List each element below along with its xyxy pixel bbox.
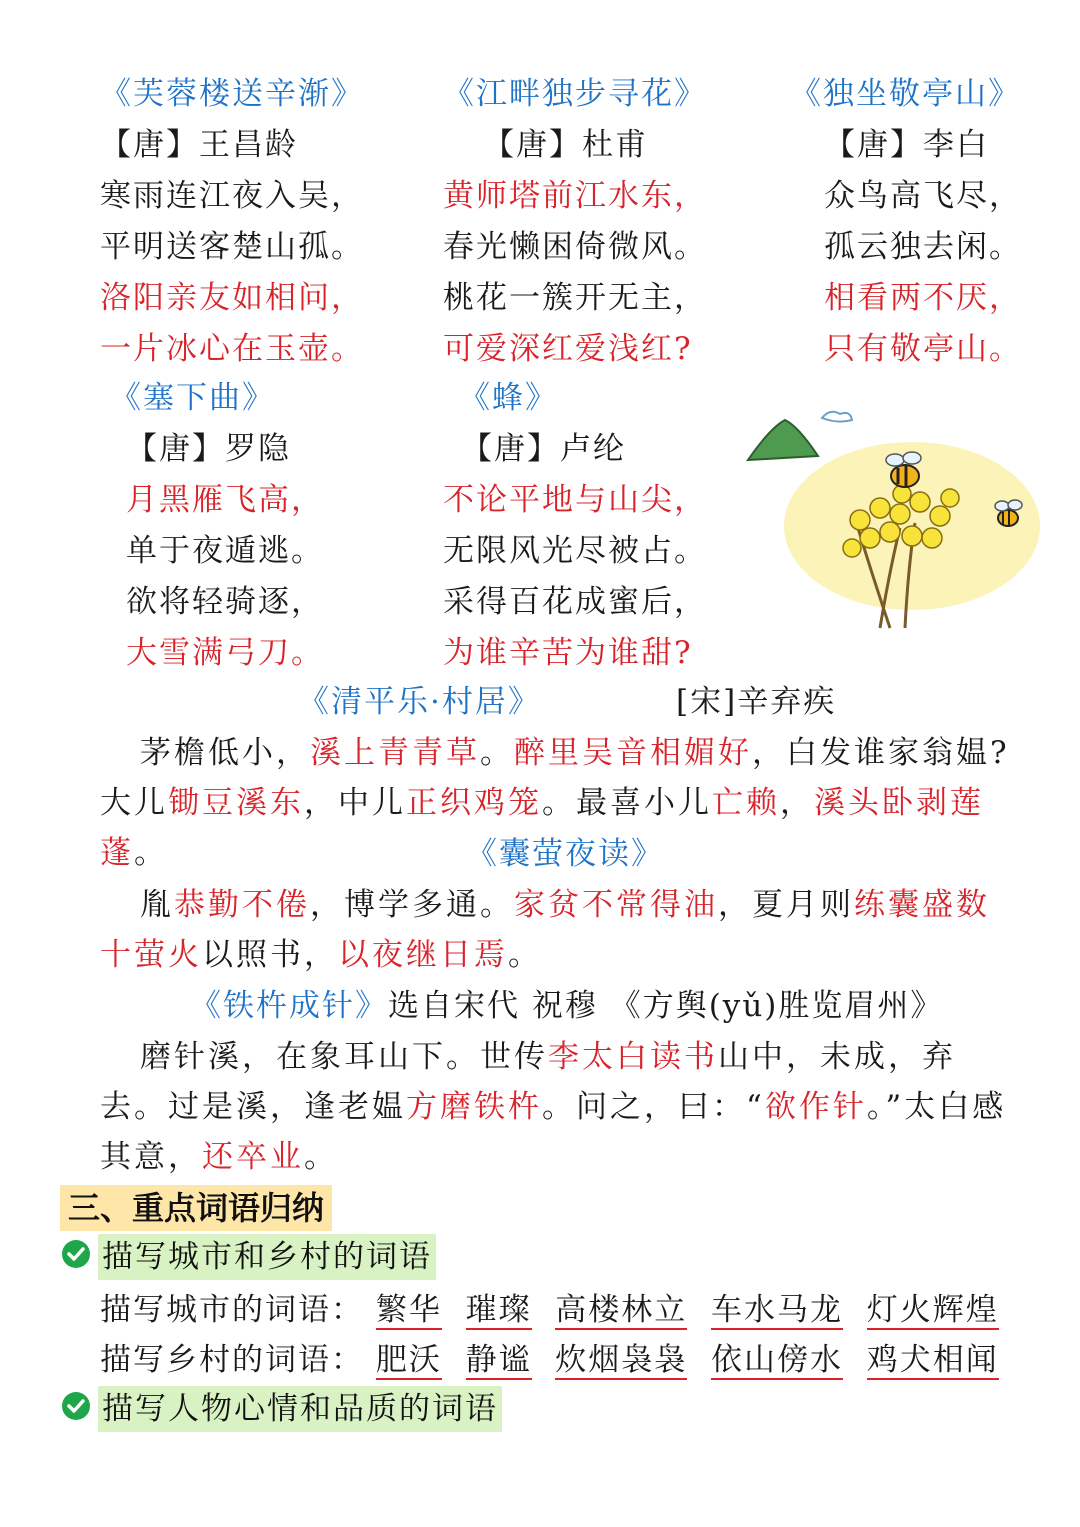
poem-line: 平明送客楚山孤。 xyxy=(100,229,364,265)
body-text: 以照书， xyxy=(202,937,338,973)
highlight-text: 溪头卧剥莲蓬 xyxy=(100,785,984,871)
highlight-text: 溪上青青草 xyxy=(310,735,480,771)
check-circle-icon xyxy=(62,1240,90,1268)
poem-line: 孤云独去闲。 xyxy=(824,229,1022,265)
highlight-text: 以夜继日焉 xyxy=(338,937,508,973)
highlight-text: 还卒业 xyxy=(202,1139,304,1175)
tiechu-header xyxy=(190,986,943,1026)
highlight-text: 家贫不常得油 xyxy=(514,887,718,923)
highlight-text: 方磨铁杵 xyxy=(406,1089,542,1125)
poem-jiangpan xyxy=(443,74,707,380)
poem-feng xyxy=(443,378,707,684)
poem-line: 桃花一簇开无主， xyxy=(443,280,707,316)
highlight-text: 锄豆溪东 xyxy=(168,785,304,821)
city-word: 车水马龙 xyxy=(711,1292,844,1328)
tiechu-title: 《铁杵成针》 xyxy=(190,988,388,1024)
poem-line: 月黑雁飞高， xyxy=(126,482,324,518)
village-word: 鸡犬相闻 xyxy=(866,1342,999,1378)
poem-saixiaqu xyxy=(110,378,324,684)
nangying-title: 《囊萤夜读》 xyxy=(466,836,664,872)
poem-line: 一片冰心在玉壶。 xyxy=(100,331,364,367)
poem-author: 【唐】杜甫 xyxy=(483,127,648,163)
body-text: 。 xyxy=(480,735,514,771)
city-word: 璀璨 xyxy=(465,1292,532,1328)
highlight-text: 恭勤不倦 xyxy=(174,887,310,923)
poem-line: 采得百花成蜜后， xyxy=(443,584,707,620)
poem-author: 【唐】罗隐 xyxy=(126,431,291,467)
city-word: 繁华 xyxy=(375,1292,442,1328)
tiechu-source: 选自宋代 祝穆 《方舆(yǔ)胜览眉州》 xyxy=(388,988,944,1024)
category-city-village: 描写城市和乡村的词语 xyxy=(98,1234,436,1280)
section-heading: 三、重点词语归纳 xyxy=(60,1185,332,1231)
body-text: 。”太白感其意， xyxy=(100,1089,1007,1175)
village-word: 依山傍水 xyxy=(711,1342,844,1378)
body-text: 磨针溪，在象耳山下。世传 xyxy=(140,1039,548,1075)
poem-line: 寒雨连江夜入吴， xyxy=(100,178,364,214)
poem-line: 相看两不厌， xyxy=(824,280,1022,316)
qingpingle-title: 《清平乐·村居》 xyxy=(298,684,541,720)
city-words-row xyxy=(100,1290,999,1330)
poem-line: 可爱深红爱浅红? xyxy=(443,331,693,367)
bee-flower-illustration xyxy=(740,398,1040,633)
poem-duzuo xyxy=(790,74,1022,380)
category-mood-character: 描写人物心情和品质的词语 xyxy=(98,1386,502,1432)
village-words-row xyxy=(100,1340,999,1380)
body-text: 。 xyxy=(304,1139,338,1175)
poem-title: 《芙蓉楼送辛渐》 xyxy=(100,76,364,112)
poem-title: 《塞下曲》 xyxy=(110,380,275,416)
body-text: 山中，未成，弃去。过是溪，逢老媪 xyxy=(100,1039,956,1125)
poem-line: 春光懒困倚微风。 xyxy=(443,229,707,265)
body-text: 胤 xyxy=(140,887,174,923)
highlight-text: 醉里吴音相媚好 xyxy=(514,735,752,771)
poem-line: 不论平地与山尖， xyxy=(443,482,707,518)
village-word: 炊烟袅袅 xyxy=(555,1342,688,1378)
body-text: ，博学多通。 xyxy=(310,887,514,923)
poem-author: 【唐】李白 xyxy=(824,127,989,163)
city-label: 描写城市的词语： xyxy=(100,1292,364,1328)
poem-line: 无限风光尽被占。 xyxy=(443,533,707,569)
nangying-text xyxy=(100,880,1020,980)
poem-furonglou xyxy=(100,74,364,380)
poem-line: 欲将轻骑逐， xyxy=(126,584,324,620)
poem-title: 《江畔独步寻花》 xyxy=(443,76,707,112)
body-text: 茅檐低小， xyxy=(140,735,310,771)
village-word: 肥沃 xyxy=(375,1342,442,1378)
poem-title: 《独坐敬亭山》 xyxy=(790,76,1021,112)
body-text: 。问之，曰：“ xyxy=(542,1089,765,1125)
body-text: 。 xyxy=(134,835,168,871)
highlight-text: 正织鸡笼 xyxy=(406,785,542,821)
village-word: 静谧 xyxy=(465,1342,532,1378)
highlight-text: 欲作针 xyxy=(764,1089,867,1125)
poem-line: 洛阳亲友如相问， xyxy=(100,280,364,316)
body-text: ， xyxy=(780,785,814,821)
city-word: 灯火辉煌 xyxy=(866,1292,999,1328)
poem-author: 【唐】卢纶 xyxy=(461,431,626,467)
poem-line: 单于夜遁逃。 xyxy=(126,533,324,569)
qingpingle-author: [宋]辛弃疾 xyxy=(676,684,837,720)
poem-line: 黄师塔前江水东， xyxy=(443,178,707,214)
body-text: ，中儿 xyxy=(304,785,406,821)
body-text: 。最喜小儿 xyxy=(542,785,712,821)
city-word: 高楼林立 xyxy=(555,1292,688,1328)
poem-line: 为谁辛苦为谁甜? xyxy=(443,635,693,671)
highlight-text: 亡赖 xyxy=(712,785,780,821)
check-circle-icon xyxy=(62,1392,90,1420)
poem-title: 《蜂》 xyxy=(459,380,558,416)
highlight-text: 李太白读书 xyxy=(548,1039,718,1075)
poem-line: 众鸟高飞尽， xyxy=(824,178,1022,214)
highlight-text: 练囊盛数十萤火 xyxy=(100,887,990,973)
poem-line: 只有敬亭山。 xyxy=(824,331,1022,367)
poem-line: 大雪满弓刀。 xyxy=(126,635,324,671)
poem-author: 【唐】王昌龄 xyxy=(100,127,298,163)
village-label: 描写乡村的词语： xyxy=(100,1342,364,1378)
body-text: ，白发谁家翁媪?大儿 xyxy=(100,735,1010,821)
body-text: 。 xyxy=(508,937,542,973)
tiechu-text xyxy=(100,1032,1020,1182)
body-text: ，夏月则 xyxy=(718,887,854,923)
